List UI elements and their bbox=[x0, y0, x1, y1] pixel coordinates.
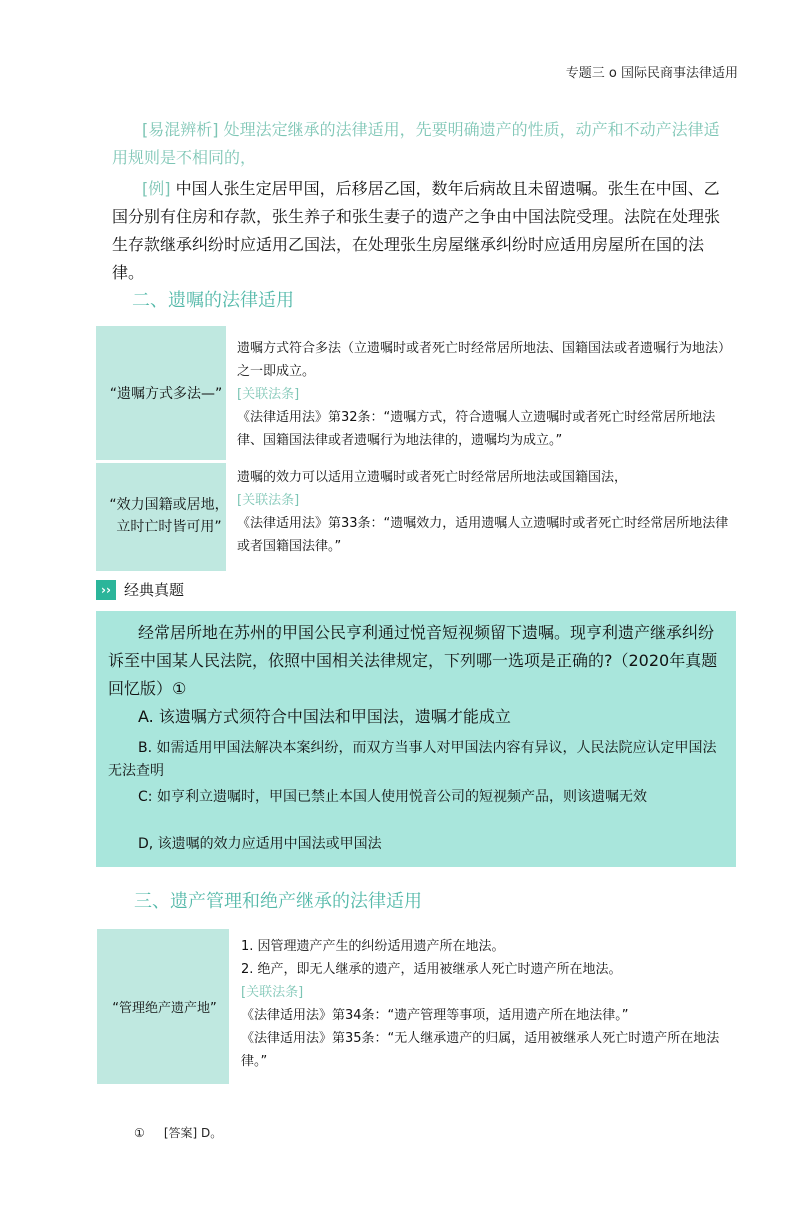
option-b: B. 如需适用甲国法解决本案纠纷，而双方当事人对甲国法内容有异议，人民法院应认定甲国法无法查明 bbox=[108, 740, 717, 779]
rule-label-3: “管理绝产遗产地” bbox=[112, 1001, 217, 1016]
question-stem: 经常居所地在苏州的甲国公民亨利通过悦音短视频留下遗嘱。现亨利遗产继承纠纷诉至中国某人民法院，依照中国相关法律规定，下列哪一选项是正确的?（2020年真题回忆版）① bbox=[108, 623, 718, 698]
footnote-tag: [答案] bbox=[163, 1126, 198, 1140]
example-text: 中国人张生定居甲国，后移居乙国，数年后病故且未留遗嘱。张生在中国、乙国分别有住房和存款，张生养子和张生妻子的遗产之争由中国法院受理。法院在处理张生存款继承纠纷时应适用乙国法，在处理张生房屋继承纠纷时应适用房屋所在国的法律。 bbox=[112, 179, 721, 282]
footnote bbox=[134, 1124, 222, 1141]
option-c: C: 如亨利立遗嘱时，甲国已禁止本国人使用悦音公司的短视频产品，则该遗嘱无效 bbox=[138, 789, 647, 805]
classic-exam-heading bbox=[96, 579, 184, 600]
law-article-34: 《法律适用法》第34条：“遗产管理等事项，适用遗产所在地法律。” bbox=[241, 1008, 629, 1023]
related-law-tag-3: [关联法条] bbox=[241, 985, 304, 1000]
footnote-answer: D。 bbox=[201, 1126, 223, 1140]
rule-item-1: 1. 因管理遗产产生的纠纷适用遗产所在地法。 bbox=[241, 939, 505, 954]
rule-content-3 bbox=[241, 935, 736, 1073]
double-chevron-icon: ›› bbox=[96, 580, 116, 600]
law-article-35: 《法律适用法》第35条：“无人继承遗产的归属，适用被继承人死亡时遗产所在地法律。” bbox=[241, 1031, 720, 1069]
rule-content-2 bbox=[237, 466, 732, 558]
related-law-tag-2: [关联法条] bbox=[237, 493, 300, 508]
confusion-note bbox=[112, 116, 732, 172]
related-law-tag-1: [关联法条] bbox=[237, 387, 300, 402]
rule-content-1 bbox=[237, 337, 732, 452]
example-tag: [例] bbox=[142, 179, 171, 198]
running-header: 专题三 o 国际民商事法律适用 bbox=[565, 66, 738, 81]
section3-title: 三、遗产管理和绝产继承的法律适用 bbox=[134, 891, 422, 912]
example-paragraph bbox=[112, 175, 732, 287]
option-a: A. 该遗嘱方式须符合中国法和甲国法，遗嘱才能成立 bbox=[138, 707, 511, 726]
rule-text-1: 遗嘱方式符合多法（立遗嘱时或者死亡时经常居所地法、国籍国法或者遗嘱行为地法）之一即成立。 bbox=[237, 341, 732, 379]
law-article-32: 《法律适用法》第32条：“遗嘱方式，符合遗嘱人立遗嘱时或者死亡时经常居所地法律、国籍国法律或者遗嘱行为地法律的，遗嘱均为成立。” bbox=[237, 410, 716, 448]
rule-item-2: 2. 绝产，即无人继承的遗产，适用被继承人死亡时遗产所在地法。 bbox=[241, 962, 622, 977]
law-article-33: 《法律适用法》第33条：“遗嘱效力，适用遗嘱人立遗嘱时或者死亡时经常居所地法律或者国籍国法律。” bbox=[237, 516, 729, 554]
note-text: 处理法定继承的法律适用，先要明确遗产的性质，动产和不动产法律适用规则是不相同的， bbox=[112, 120, 720, 167]
rule-label-2: “效力国籍或居地，立时亡时皆可用” bbox=[109, 497, 229, 535]
rule-text-2: 遗嘱的效力可以适用立遗嘱时或者死亡时经常居所地法或国籍国法， bbox=[237, 470, 628, 485]
note-tag: [易混辨析] bbox=[142, 120, 219, 139]
option-d: D, 该遗嘱的效力应适用中国法或甲国法 bbox=[138, 836, 382, 852]
question-box bbox=[96, 611, 736, 867]
classic-exam-label: 经典真题 bbox=[124, 581, 185, 599]
footnote-mark: ① bbox=[134, 1126, 145, 1140]
rule-label-1: “遗嘱方式多法—” bbox=[109, 386, 223, 402]
section2-title: 二、遗嘱的法律适用 bbox=[132, 290, 294, 311]
